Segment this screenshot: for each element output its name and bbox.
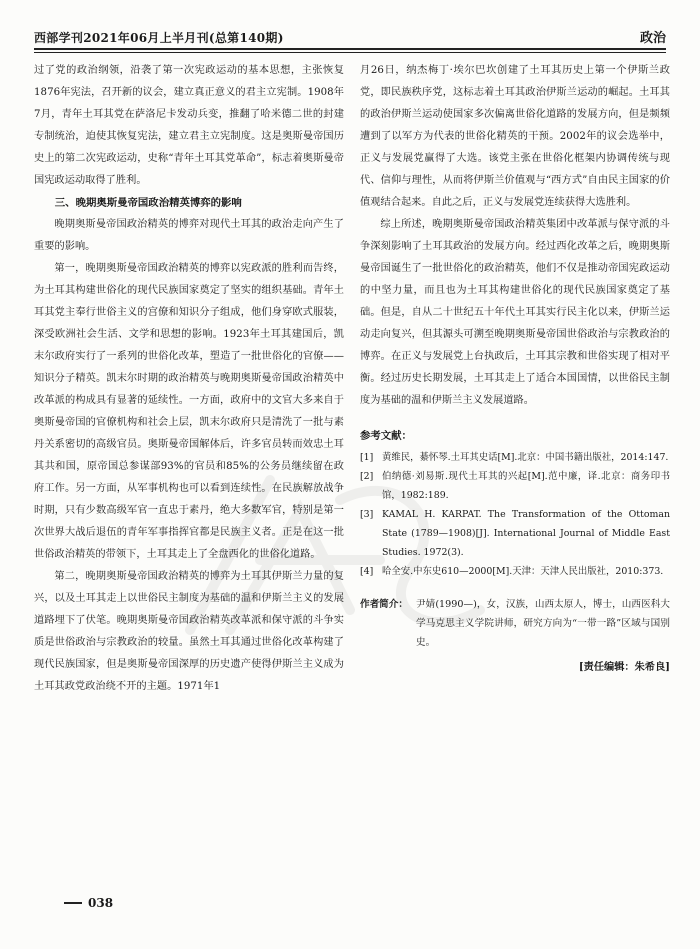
author-bio-text: 尹婧(1990—)，女，汉族，山西太原人，博士，山西医科大学马克思主义学院讲师，研究方向为“一带一路”区域与国别史。 (416, 599, 670, 648)
reference-item (360, 448, 670, 467)
page-footer (64, 896, 113, 910)
references-title: 参考文献： (360, 430, 412, 442)
header-rule-thick (34, 48, 666, 50)
section-heading: 三、晚期奥斯曼帝国政治精英博弈的影响 (54, 197, 242, 209)
page-number: 038 (88, 896, 114, 910)
paragraph: 过了党的政治纲领，沿袭了第一次宪政运动的基本思想，主张恢复1876年宪法，召开新的议会，建立真正意义的君主立宪制。1908年7月，青年土耳其党在萨洛尼卡发动兵变，推翻了哈米德二世的封建专制统治，迫使其恢复宪法，建立君主立宪制度。这是奥斯曼帝国历史上的第二次宪政运动，史称“青年土耳其党革命”，标志着奥斯曼帝国宪政运动取得了胜利。 (34, 65, 344, 186)
section-label: 政治 (639, 31, 666, 46)
paragraph: 综上所述，晚期奥斯曼帝国政治精英集团中改革派与保守派的斗争深刻影响了土耳其政治的发展方向。经过西化改革之后，晚期奥斯曼帝国诞生了一批世俗化的政治精英，他们不仅是推动帝国宪政运动的中坚力量，而且也为土耳其构建世俗化的现代民族国家奠定了基础。但是，自从二十世纪五十年代土耳其实行民主化以来，伊斯兰运动走向复兴，但其源头可溯至晚期奥斯曼帝国世俗政治与宗教政治的博弈。在正义与发展党上台执政后，土耳其宗教和世俗实现了相对平衡。经过历史长期发展，土耳其走上了适合本国国情，以世俗民主制度为基础的温和伊斯兰主义发展道路。 (360, 219, 670, 406)
header-rule-thin (34, 52, 666, 53)
reference-number: [3] (360, 509, 374, 520)
reference-text: 哈全安.中东史610—2000[M].天津：天津人民出版社，2010:373. (382, 566, 664, 577)
paragraph: 第一，晚期奥斯曼帝国政治精英的博弈以宪政派的胜利而告终，为土耳其构建世俗化的现代民族国家奠定了坚实的组织基础。青年土耳其党主奉行世俗主义的宫僚和知识分子组成，他们身穿欧式服装，深受欧洲社会生活、文学和思想的影响。1923年土耳其建国后，凯末尔政府实行了一系列的世俗化改革，塑造了一批世俗化的官僚——知识分子精英。凯末尔时期的政治精英与晚期奥斯曼帝国政治精英中改革派的构成具有显著的延续性。一方面，政府中的文官大多来自于奥斯曼帝国的官僚机构和社会上层，凯末尔政府只是清洗了一批与素丹关系密切的高级官员。奥斯曼帝国解体后，许多官员转而效忠土耳其共和国，原帝国总参谋部93%的官员和85%的公务员继续留在政府工作。另一方面，从军事机构也可以看到连续性。在民族解放战争时期，只有少数高级军官一直忠于素丹，绝大多数军官，特别是第一次世界大战后退伍的青年军事指挥官都是民族主义者。正是在这一批世俗政治精英的带领下，土耳其走上了全盘西化的世俗化道路。 (34, 263, 344, 560)
reference-number: [2] (360, 471, 374, 482)
reference-item (360, 467, 670, 505)
paragraph: 晚期奥斯曼帝国政治精英的博弈对现代土耳其的政治走向产生了重要的影响。 (34, 219, 344, 252)
reference-item (360, 562, 670, 581)
reference-text: 伯纳德·刘易斯.现代土耳其的兴起[M].范中廉，译.北京：商务印书馆，1982:189. (382, 471, 670, 501)
reference-text: 黄维民，綦怀琴.土耳其史话[M].北京：中国书籍出版社，2014:147. (382, 452, 669, 463)
reference-item (360, 505, 670, 562)
author-bio-label: 作者简介： (360, 599, 408, 610)
left-column (34, 60, 344, 698)
reference-number: [4] (360, 566, 374, 577)
paragraph: 月26日，纳杰梅丁·埃尔巴坎创建了土耳其历史上第一个伊斯兰政党，即民族秩序党，这标志着土耳其政治伊斯兰运动的崛起。土耳其的政治伊斯兰运动使国家多次偏离世俗化道路的发展方向，但是频频遭到了以军方为代表的世俗化精英的干预。2002年的议会选举中，正义与发展党赢得了大选。该党主张在世俗化框架内协调传统与现代、信仰与理性，从而将伊斯兰价值观与“西方式”自由民主国家的价值观结合起来。自此之后，正义与发展党连续获得大选胜利。 (360, 65, 670, 208)
references-list (360, 448, 670, 581)
reference-text: KAMAL H. KARPAT. The Transformation of the Ottoman State (1789—1908)[J]. International Journal of Middle East Studies. 1972(3). (382, 509, 670, 558)
right-column (360, 60, 670, 673)
reference-number: [1] (360, 452, 374, 463)
footer-dash (64, 902, 82, 904)
responsible-editor: [责任编辑：朱希良] (578, 661, 670, 673)
journal-title: 西部学刊2021年06月上半月刊(总第140期) (34, 31, 284, 45)
page-header (34, 22, 666, 46)
author-bio (360, 595, 670, 652)
paragraph: 第二，晚期奥斯曼帝国政治精英的博弈为土耳其伊斯兰力量的复兴，以及土耳其走上以世俗民主制度为基础的温和伊斯兰主义的发展道路埋下了伏笔。晚期奥斯曼帝国政治精英改革派和保守派的斗争实质是世俗政治与宗教政治的较量。虽然土耳其通过世俗化改革构建了现代民族国家，但是奥斯曼帝国深厚的历史遗产使得伊斯兰主义成为土耳其政党政治绕不开的主题。1971年1 (34, 571, 344, 692)
